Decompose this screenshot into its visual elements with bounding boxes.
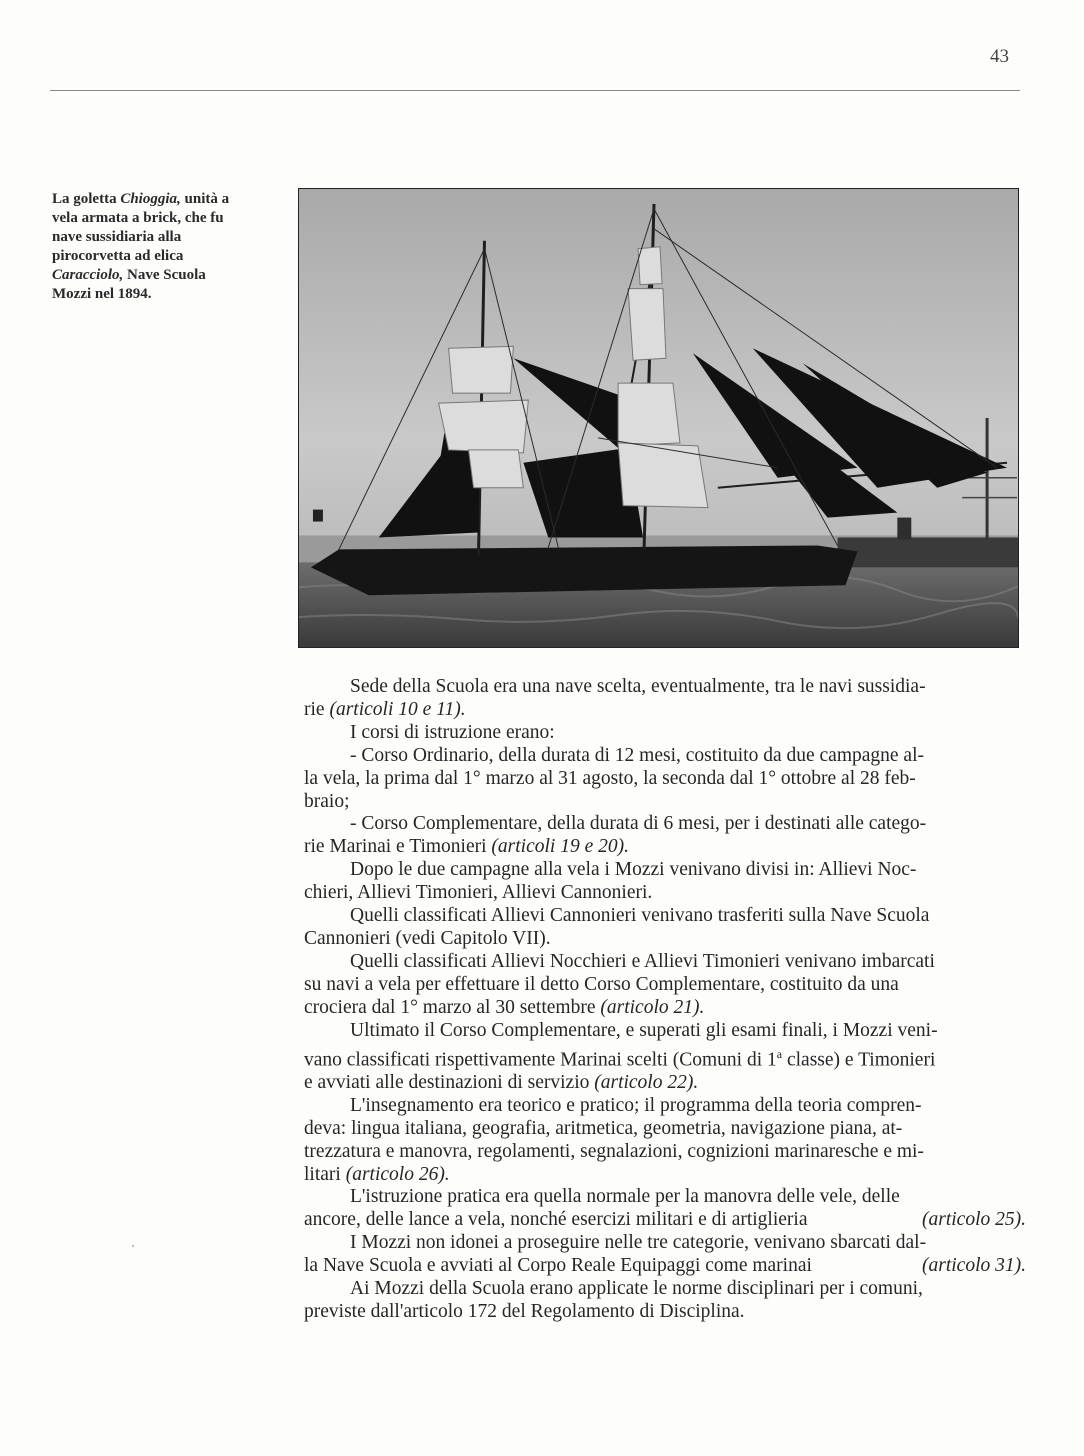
article-reference: (articolo 31). [922,1255,1026,1277]
caption-italic: Chioggia, [120,191,181,207]
body-text [304,676,1026,1324]
text-line: Quelli classificati Allievi Nocchieri e Allievi Timonieri venivano imbarcati [350,950,935,972]
text-line [304,1209,1026,1232]
text-line: chieri, Allievi Timonieri, Allievi Cannonieri. [304,882,653,904]
article-reference: (articolo 25). [922,1209,1026,1231]
pennant-flag [313,510,323,522]
text-span: la Nave Scuola e avviati al Corpo Reale Equipaggi come marinai [304,1255,812,1277]
scan-speck [132,1245,134,1247]
text-line: braio; [304,790,350,812]
text-span: crociera dal 1° marzo al 30 settembre [304,996,596,1018]
text-line: I corsi di istruzione erano: [350,721,555,743]
page-number: 43 [990,46,1009,67]
article-reference: (articoli 10 e 11). [329,698,466,720]
superscript: a [776,1046,783,1061]
text-line [304,1072,1026,1095]
text-span: classe) e Timonieri [782,1049,936,1070]
article-reference: (articolo 22). [594,1071,699,1093]
caption-line [52,266,287,285]
text-line: la vela, la prima dal 1° marzo al 31 agosto, la seconda dal 1° ottobre al 28 feb- [304,767,916,789]
article-reference: (articolo 26). [345,1163,450,1185]
text-line: - Corso Ordinario, della durata di 12 mesi, costituito da due campagne al- [350,744,925,766]
text-line: deva: lingua italiana, geografia, aritmetica, geometria, navigazione piana, at- [304,1117,903,1139]
text-line: L'insegnamento era teorico e pratico; il programma della teoria compren- [350,1094,922,1116]
text-line: I Mozzi non idonei a proseguire nelle tre categorie, venivano sbarcati dal- [350,1232,927,1254]
header-rule [50,90,1020,91]
text-span: rie Marinai e Timonieri [304,836,487,858]
text-line [304,1043,1026,1072]
caption-line: vela armata a brick, che fu [52,210,224,226]
text-line: Sede della Scuola era una nave scelta, eventualmente, tra le navi sussidia- [350,676,926,697]
text-line: su navi a vela per effettuare il detto Corso Complementare, costituito da una [304,973,899,995]
article-reference: (articoli 19 e 20). [491,836,629,858]
text-line [304,836,1026,859]
caption-line [52,190,287,209]
text-line: trezzatura e manovra, regolamenti, segnalazioni, cognizioni marinaresche e mi- [304,1140,924,1162]
text-line: previste dall'articolo 172 del Regolamento di Disciplina. [304,1300,745,1322]
text-line: Cannonieri (vedi Capitolo VII). [304,927,551,949]
article-reference: (articolo 21). [600,996,705,1018]
text-span: litari [304,1163,341,1185]
ship-photograph [298,188,1019,648]
text-line: Dopo le due campagne alla vela i Mozzi venivano divisi in: Allievi Noc- [350,859,917,881]
text-line: Ai Mozzi della Scuola erano applicate le norme disciplinari per i comuni, [350,1278,923,1300]
caption-line: nave sussidiaria alla [52,229,182,245]
caption-line: pirocorvetta ad elica [52,248,184,264]
text-line [304,1164,1026,1187]
photo-caption [52,190,287,304]
text-span: e avviati alle destinazioni di servizio [304,1071,590,1093]
text-span [304,1043,935,1072]
text-span: ancore, delle lance a vela, nonché esercizi militari e di artiglieria [304,1209,808,1231]
text-line: Ultimato il Corso Complementare, e superati gli esami finali, i Mozzi veni- [350,1019,938,1041]
text-line [304,699,1026,722]
caption-line: Mozzi nel 1894. [52,286,152,302]
text-line [304,1255,1026,1278]
caption-text: La goletta [52,191,121,207]
caption-text: unità a [180,191,230,207]
text-line: - Corso Complementare, della durata di 6 mesi, per i destinati alle catego- [350,813,927,835]
caption-text: Nave Scuola [123,267,206,283]
text-line: Quelli classificati Allievi Cannonieri venivano trasferiti sulla Nave Scuola [350,905,930,927]
caption-italic: Caracciolo, [52,267,124,283]
text-span: rie [304,698,325,720]
text-line [304,997,1026,1020]
text-line: L'istruzione pratica era quella normale per la manovra delle vele, delle [350,1186,900,1208]
ship-illustration [299,189,1018,647]
text-span: vano classificati rispettivamente Marinai scelti (Comuni di 1 [304,1049,777,1070]
